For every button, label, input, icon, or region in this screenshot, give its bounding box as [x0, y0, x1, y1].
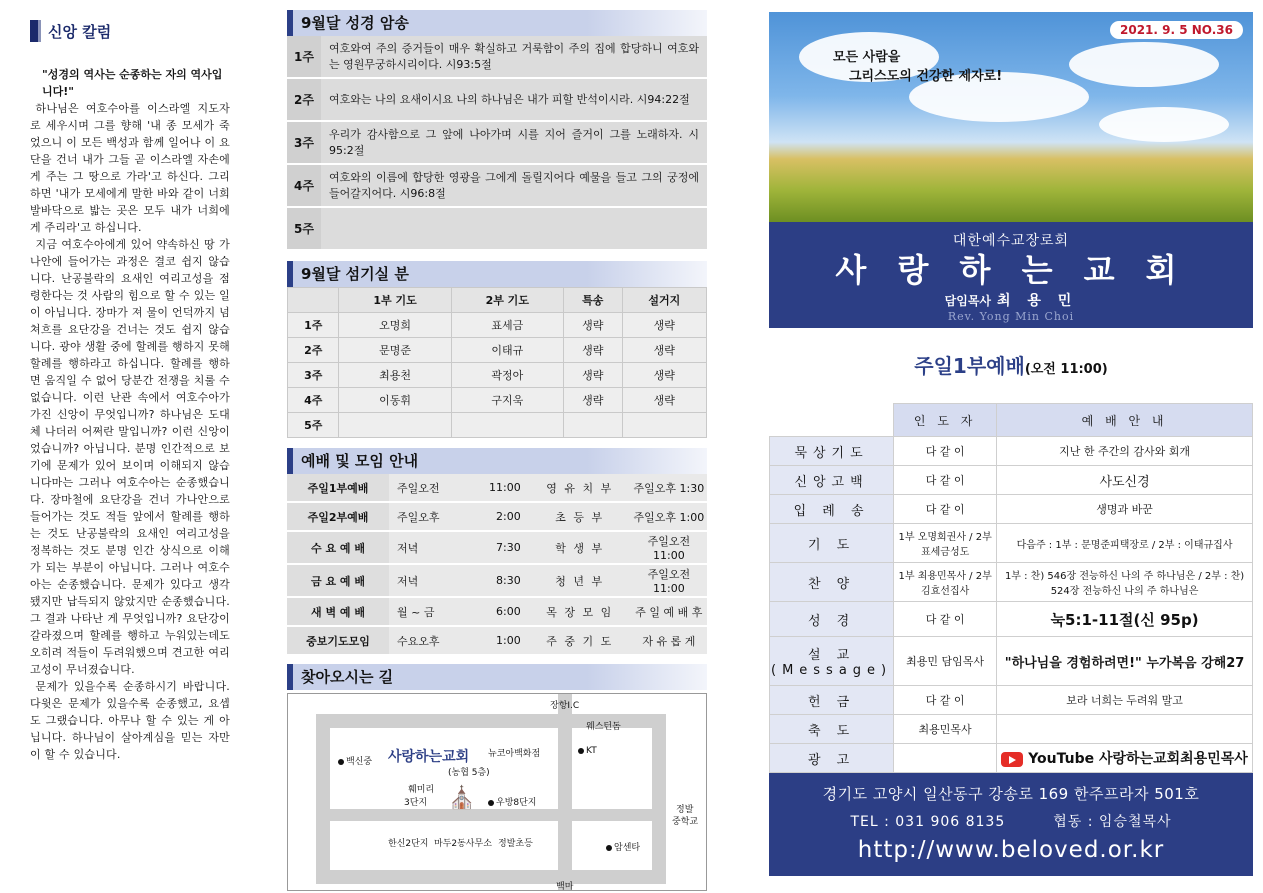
table-row: 5주 [288, 413, 707, 438]
table-row: 1주 오명희 표세금 생략 생략 [288, 313, 707, 338]
table-row: 5주 [287, 207, 707, 250]
header-photo [769, 12, 1253, 222]
table-row: 입 례 송 다 같 이 생명과 바꾼 [770, 495, 1253, 524]
table-row: 축 도 최용민목사 [770, 715, 1253, 744]
paragraph: 지금 여호수아에게 있어 약속하신 땅 가나안에 들어가는 과정은 결코 쉽지 않습니다. 난공불락의 요새인 여리고성을 점령한다는 것 사람의 힘으로 할 수 있는 일이 아닙니다. 장마가 져 물이 언덕까지 넘쳐흐를 요단강을 건너는 것도 쉽지 않습니다. 광야 생활 중에 할례를 행하지 못해 할례를 행하라고 하십니다. 할례를 행하면 움직일 수 없어 당분간 전쟁을 치룰 수 없습니다. 이런 난관 속에서 여호수아가 가진 신앙이 무엇입니까? 하나님은 도대체 나더러 어쩌란 말입니까? 이런 신앙이었습니까? 아닙니다. 분명 인간적으로 보기에 문제가 있어 보이며 이해되지 않습니다마는 그러나 여호수아는 순종했습니다. 장마철에 요단강을 건너 가나안으로 들어가는 것도 적들 앞에서 할례를 행하는 것도 난공불락의 요새인 여리고성을 정복하는 것도 분명 인간 상식으로 이해가 되는 부분이 아닙니다. 그러나 여호수아는 순종했습니다. 문제가 있다고 생각됐지만 납득되지 않았지만 순종했습니다. 그 결과 나타난 게 무엇입니까? 요단강이 갈라졌으며 할례를 행하고 누워있는데도 오히려 적들이 두려워했으며 견고한 여리고성이 무너졌습니다. [30, 238, 230, 676]
table-row: 신앙고백 다 같 이 사도신경 [770, 466, 1253, 495]
table-row: 헌 금 다 같 이 보라 너희는 두려워 말고 [770, 686, 1253, 715]
serving-title: 9월달 섬기실 분 [287, 261, 707, 287]
pastor-line: 담임목사 최 용 민 [944, 293, 1078, 309]
paragraph: 하나님은 여호수아를 이스라엘 지도자로 세우시며 그를 향해 '내 종 모세가 죽었으니 이 모든 백성과 함께 일어나 이 요단을 건너 내가 그들 곧 이스라엘 자손에게 주는 그 땅으로 가라'고 하신다. 그리하면 '내가 모세에게 말한 바와 같이 너희 발바닥으로 밟는 곳은 모두 내가 너희에게 주리라'고 하십니다. [30, 102, 230, 234]
location-dot-icon [338, 759, 344, 765]
telephone: TEL : 031 906 8135 [850, 814, 1006, 830]
service-order-table [769, 403, 1253, 773]
map-road [316, 809, 666, 821]
table-row: 기 도 1부 오명희권사 / 2부 표세금성도 다음주 : 1부 : 문명준피택장로 / 2부 : 이태규집사 [770, 524, 1253, 563]
table-row: 찬 양 1부 최용민목사 / 2부 김효선집사 1부 : 찬) 546장 전능하신 나의 주 하나님은 / 2부 : 찬) 524장 전능하신 나의 주 하나님은 [770, 563, 1253, 602]
map-church-name: 사랑하는교회 [388, 749, 470, 765]
table-row: 주일1부예배 주일오전 11:00 영 유 치 부 주일오후 1:30 [287, 474, 707, 502]
table-row: 3주 최용천 곽정아 생략 생략 [288, 363, 707, 388]
paragraph: 문제가 있을수록 순종하시기 바랍니다. 다윗은 문제가 있을수록 순종했고, 요셉도 그랬습니다. 아무나 할 수 있는 게 아닙니다. 하나님이 살아계심을 믿는 자만이 할 수 있습니다. [30, 680, 230, 761]
meetings-title: 예배 및 모임 안내 [287, 448, 707, 474]
table-row: 수 요 예 배 저녁 7:30 학 생 부 주일오전 11:00 [287, 531, 707, 564]
church-name: 사 랑 하 는 교 회 [835, 251, 1187, 289]
table-row: 4주 여호와의 이름에 합당한 영광을 그에게 돌릴지어다 예물을 들고 그의 궁정에 들어갈지어다. 시96:8절 [287, 164, 707, 207]
footer [769, 773, 1253, 876]
table-row: 금 요 예 배 저녁 8:30 청 년 부 주일오전 11:00 [287, 564, 707, 597]
address: 경기도 고양시 일산동구 강송로 169 한주프라자 501호 [822, 785, 1200, 803]
map-road [558, 694, 572, 890]
faith-column-heading: "성경의 역사는 순종하는 자의 역사입니다!" [42, 68, 223, 98]
table-row: 주일2부예배 주일오후 2:00 초 등 부 주일오후 1:00 [287, 502, 707, 531]
church-building-icon: ⛪ [448, 786, 476, 811]
location-dot-icon [606, 845, 612, 851]
youtube-icon [1001, 752, 1023, 767]
youtube-link[interactable]: YouTube 사랑하는교회최용민목사 [997, 744, 1253, 773]
table-row: 광 고 YouTube 사랑하는교회최용민목사 [770, 744, 1253, 773]
map-road [316, 714, 330, 884]
map-road [316, 870, 666, 884]
cloud-shape [1099, 107, 1229, 142]
table-header-row: 1부 기도 2부 기도 특송 설거지 [288, 288, 707, 313]
table-row: 3주 우리가 감사함으로 그 앞에 나아가며 시를 지어 즐거이 그를 노래하자. 시95:2절 [287, 121, 707, 164]
faith-column-title: 신앙 칼럼 [30, 18, 230, 44]
serving-table [287, 287, 707, 438]
service-title: 주일1부예배(오전 11:00) [914, 354, 1108, 378]
table-row: 성 경 다 같 이 눅5:1-11절(신 95p) [770, 602, 1253, 637]
table-header-row: 인 도 자 예 배 안 내 [770, 404, 1253, 437]
issue-date-badge: 2021. 9. 5 NO.36 [1110, 21, 1243, 39]
column-faith-column [30, 18, 230, 763]
website-link[interactable]: http://www.beloved.or.kr [857, 837, 1165, 863]
table-row: 새 벽 예 배 월 ~ 금 6:00 목 장 모 임 주 일 예 배 후 [287, 597, 707, 626]
meetings-table [287, 474, 707, 656]
map-title: 찾아오시는 길 [287, 664, 707, 690]
table-row: 중보기도모임 수요오후 1:00 주 중 기 도 자 유 롭 게 [287, 626, 707, 655]
slogan: 모든 사람을 그리스도의 건강한 제자로! [833, 50, 1003, 84]
table-row: 4주 이동휘 구지욱 생략 생략 [288, 388, 707, 413]
column-info [287, 10, 707, 891]
table-row: 1주 여호와여 주의 증거들이 매우 확실하고 거룩함이 주의 집에 합당하니 여호와는 영원무궁하시리이다. 시93:5절 [287, 36, 707, 78]
verses-table [287, 36, 707, 251]
cloud-shape [1069, 42, 1219, 87]
directions-map: 장항I.C 웨스턴돔 백신중 뉴코아백화점 KT 사랑하는교회 (농협 5층) 훼미리 3단지 ⛪ 우방8단지 정발 중학교 한신2단지 마두2동사무소 정발초등 암센타 백마 [287, 693, 707, 891]
table-row: 설 교 (Message) 최용민 담임목사 "하나님을 경험하려면!" 누가복음 강해27 [770, 637, 1253, 686]
partner-pastor: 협동 : 임승철목사 [1053, 814, 1172, 830]
verses-title: 9월달 성경 암송 [287, 10, 707, 36]
location-dot-icon [488, 800, 494, 806]
table-row: 2주 문명준 이태규 생략 생략 [288, 338, 707, 363]
map-road [652, 714, 666, 884]
table-row: 2주 여호와는 나의 요새이시요 나의 하나님은 내가 피할 반석이시라. 시94:22절 [287, 78, 707, 121]
title-bar-icon [30, 20, 41, 42]
location-dot-icon [578, 748, 584, 754]
church-banner: 대한예수교장로회 사 랑 하 는 교 회 담임목사 최 용 민 Rev. Yong Min Choi [769, 222, 1253, 328]
table-row: 묵상기도 다 같 이 지난 한 주간의 감사와 회개 [770, 437, 1253, 466]
faith-column-body [30, 100, 230, 763]
column-bulletin [769, 12, 1253, 876]
